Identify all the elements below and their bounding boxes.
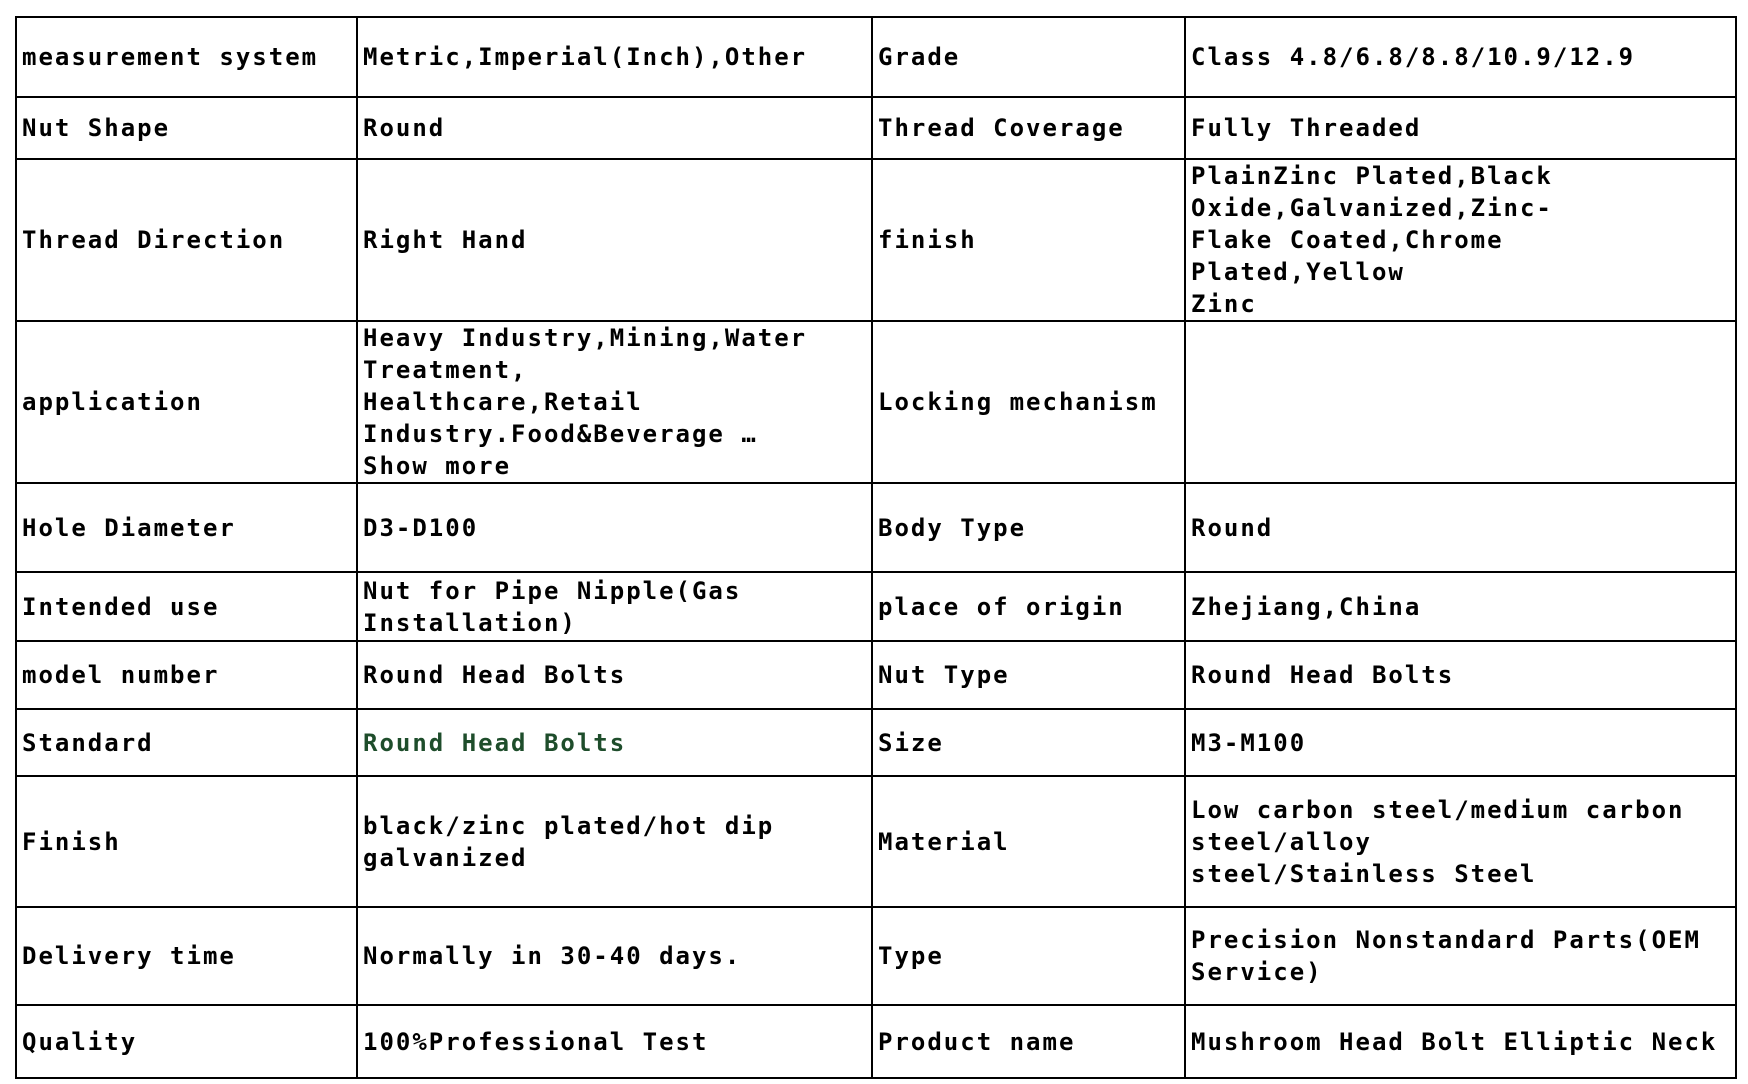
spec-value: Round Head Bolts: [1185, 641, 1736, 709]
spec-value: Round: [357, 97, 872, 159]
spec-label: Material: [872, 776, 1185, 907]
spec-label: Grade: [872, 17, 1185, 97]
spec-label: Nut Type: [872, 641, 1185, 709]
table-row: [16, 572, 1736, 641]
spec-label: measurement system: [16, 17, 357, 97]
spec-value: Normally in 30-40 days.: [357, 907, 872, 1005]
spec-label: place of origin: [872, 572, 1185, 641]
spec-label: Thread Direction: [16, 159, 357, 321]
spec-label: finish: [872, 159, 1185, 321]
spec-value: black/zinc plated/hot dip galvanized: [357, 776, 872, 907]
spec-label: application: [16, 321, 357, 483]
spec-value: 100%Professional Test: [357, 1005, 872, 1078]
spec-label: Product name: [872, 1005, 1185, 1078]
spec-label: Nut Shape: [16, 97, 357, 159]
spec-value: Right Hand: [357, 159, 872, 321]
spec-value: PlainZinc Plated,Black Oxide,Galvanized,Zinc- Flake Coated,Chrome Plated,Yellow Zinc: [1185, 159, 1736, 321]
spec-value: Nut for Pipe Nipple(Gas Installation): [357, 572, 872, 641]
table-row: [16, 776, 1736, 907]
spec-value: Zhejiang,China: [1185, 572, 1736, 641]
specification-table: [15, 16, 1737, 1079]
table-row: [16, 907, 1736, 1005]
table-row: [16, 97, 1736, 159]
spec-value: Round Head Bolts: [357, 641, 872, 709]
spec-label: Standard: [16, 709, 357, 776]
spec-label: Quality: [16, 1005, 357, 1078]
spec-value: Round Head Bolts: [357, 709, 872, 776]
spec-value: Round: [1185, 483, 1736, 572]
spec-label: Size: [872, 709, 1185, 776]
spec-label: Thread Coverage: [872, 97, 1185, 159]
spec-value: Precision Nonstandard Parts(OEM Service): [1185, 907, 1736, 1005]
spec-value: Fully Threaded: [1185, 97, 1736, 159]
table-row: [16, 159, 1736, 321]
table-row: [16, 483, 1736, 572]
table-row: [16, 641, 1736, 709]
spec-label: Finish: [16, 776, 357, 907]
table-row: [16, 709, 1736, 776]
spec-value: [1185, 321, 1736, 483]
spec-value: Heavy Industry,Mining,Water Treatment, Healthcare,Retail Industry.Food&Beverage … Show more: [357, 321, 872, 483]
spec-label: Intended use: [16, 572, 357, 641]
spec-value: M3-M100: [1185, 709, 1736, 776]
table-row: [16, 17, 1736, 97]
table-row: [16, 1005, 1736, 1078]
spec-label: Type: [872, 907, 1185, 1005]
spec-value: Class 4.8/6.8/8.8/10.9/12.9: [1185, 17, 1736, 97]
spec-value: D3-D100: [357, 483, 872, 572]
spec-label: Body Type: [872, 483, 1185, 572]
spec-label: Delivery time: [16, 907, 357, 1005]
spec-label: Hole Diameter: [16, 483, 357, 572]
spec-label: Locking mechanism: [872, 321, 1185, 483]
spec-label: model number: [16, 641, 357, 709]
spec-value: Low carbon steel/medium carbon steel/alloy steel/Stainless Steel: [1185, 776, 1736, 907]
table-row: [16, 321, 1736, 483]
spec-value: Metric,Imperial(Inch),Other: [357, 17, 872, 97]
spec-value: Mushroom Head Bolt Elliptic Neck: [1185, 1005, 1736, 1078]
